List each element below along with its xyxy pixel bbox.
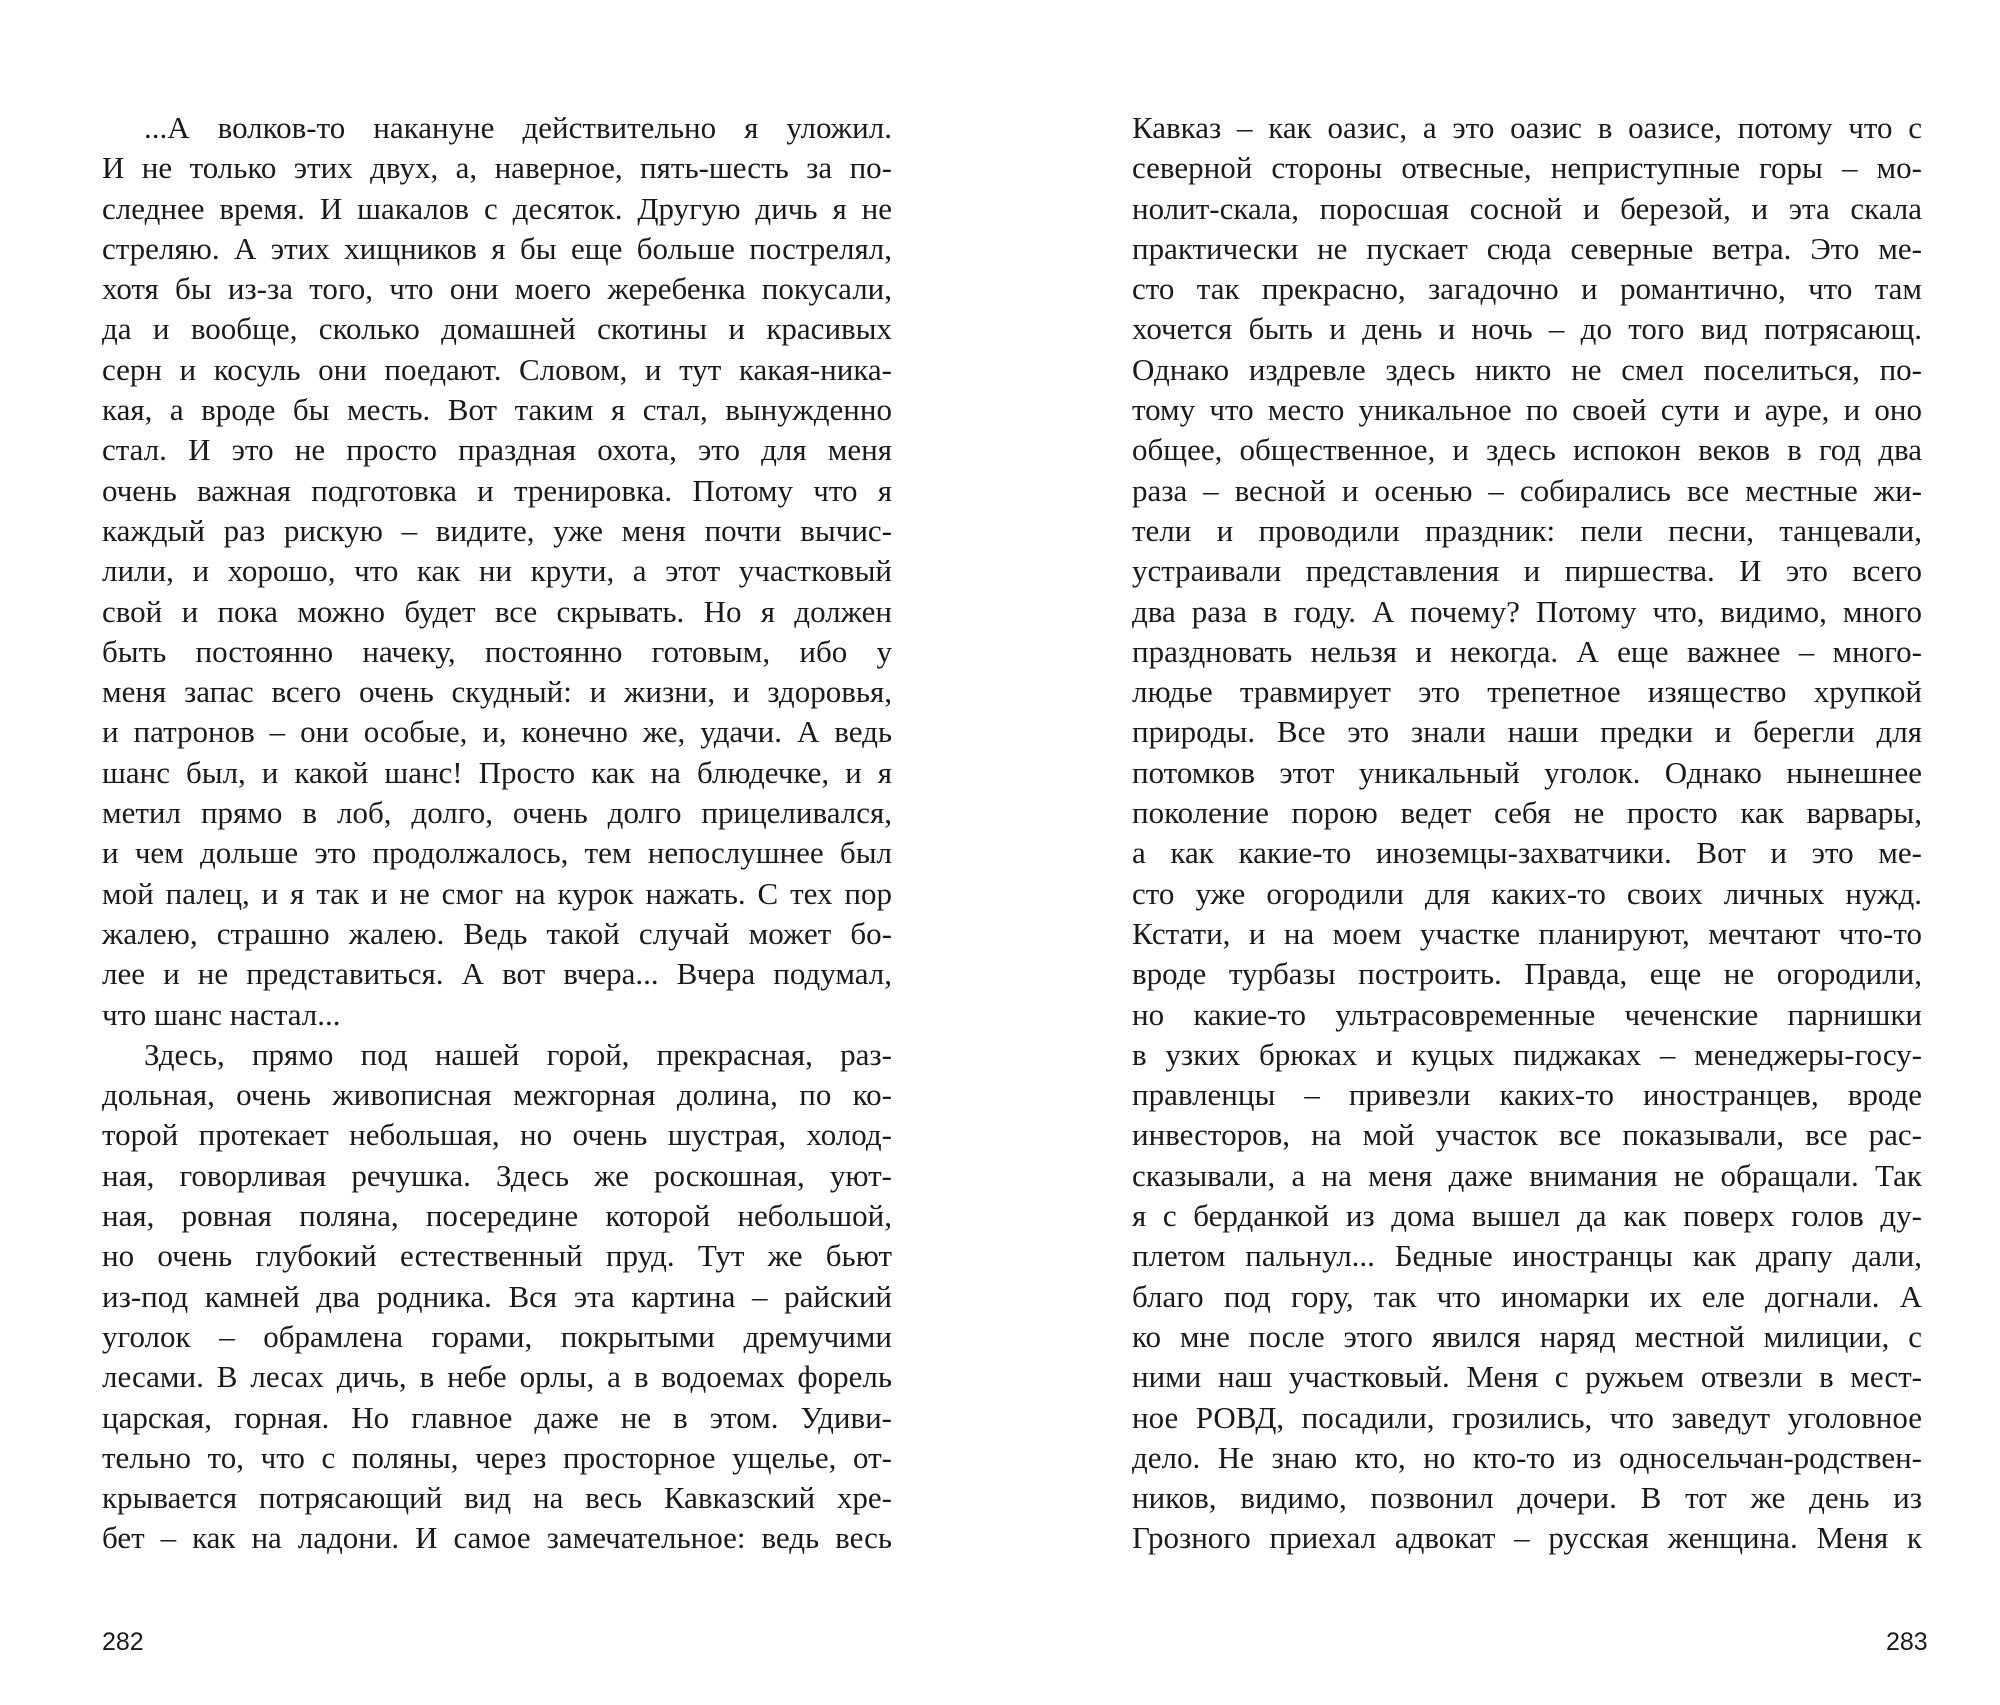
text-line: Грозного приехал адвокат – русская женщина. Меня к	[1132, 1520, 1922, 1556]
text-line: а как какие-то иноземцы-захватчики. Вот и это ме-	[1132, 835, 1922, 871]
text-line: практически не пускает сюда северные ветра. Это ме-	[1132, 230, 1922, 266]
text-line: И не только этих двух, а, наверное, пять-шесть за по-	[102, 150, 892, 186]
text-line: кая, а вроде бы месть. Вот таким я стал, вынужденно	[102, 392, 892, 428]
text-line: ная, говорливая речушка. Здесь же роскошная, уют-	[102, 1157, 892, 1193]
text-line: крывается потрясающий вид на весь Кавказский хре-	[102, 1480, 892, 1516]
text-line: стреляю. А этих хищников я бы еще больше пострелял,	[102, 230, 892, 266]
text-line: тели и проводили праздник: пели песни, танцевали,	[1132, 512, 1922, 548]
text-line: дело. Не знаю кто, но кто-то из односельчан-родствен-	[1132, 1439, 1922, 1475]
text-line: ...А волков-то накануне действительно я уложил.	[144, 110, 892, 145]
text-line: свой и пока можно будет все скрывать. Но я должен	[102, 593, 892, 629]
right-page	[1000, 0, 2000, 1705]
text-line: шанс был, и какой шанс! Просто как на блюдечке, и я	[102, 754, 892, 790]
text-line: следнее время. И шакалов с десяток. Другую дичь я не	[102, 190, 892, 226]
text-line: каждый раз рискую – видите, уже меня почти вычис-	[102, 512, 892, 548]
text-line: ников, видимо, позвонил дочери. В тот же день из	[1132, 1480, 1922, 1516]
text-line: жалею, страшно жалею. Ведь такой случай может бо-	[102, 915, 892, 951]
text-line: лили, и хорошо, что как ни крути, а этот участковый	[102, 553, 892, 589]
text-line: потомков этот уникальный уголок. Однако нынешнее	[1132, 754, 1922, 790]
text-line: сказывали, а на меня даже внимания не обращали. Так	[1132, 1157, 1922, 1193]
text-line: Здесь, прямо под нашей горой, прекрасная, раз-	[144, 1036, 892, 1072]
text-line: ная, ровная поляна, посередине которой небольшой,	[102, 1198, 892, 1234]
text-line: ними наш участковый. Меня с ружьем отвезли в мест-	[1132, 1359, 1922, 1395]
text-line: серн и косуль они поедают. Словом, и тут какая-ника-	[102, 351, 892, 387]
text-line: праздновать нельзя и некогда. А еще важнее – много-	[1132, 633, 1922, 669]
text-line: Кстати, и на моем участке планируют, мечтают что-то	[1132, 915, 1922, 951]
right-page-number: 283	[1886, 1628, 1928, 1656]
text-line: хочется быть и день и ночь – до того вид потрясающ.	[1132, 311, 1922, 347]
text-line: Однако издревле здесь никто не смел поселиться, по-	[1132, 351, 1922, 387]
text-line: бет – как на ладони. И самое замечательное: ведь весь	[102, 1520, 892, 1556]
text-line: торой протекает небольшая, но очень шустрая, холод-	[102, 1117, 892, 1153]
text-line: Кавказ – как оазис, а это оазис в оазисе, потому что с	[1132, 110, 1922, 145]
text-line: стал. И это не просто праздная охота, это для меня	[102, 432, 892, 468]
text-line: и патронов – они особые, и, конечно же, удачи. А ведь	[102, 714, 892, 750]
text-line: уголок – обрамлена горами, покрытыми дремучими	[102, 1318, 892, 1354]
left-page-number: 282	[102, 1628, 144, 1656]
text-line: хотя бы из-за того, что они моего жеребенка покусали,	[102, 271, 892, 307]
text-line: раза – весной и осенью – собирались все местные жи-	[1132, 472, 1922, 508]
text-line: людье травмирует это трепетное изящество хрупкой	[1132, 674, 1922, 710]
text-line: плетом пальнул... Бедные иностранцы как драпу дали,	[1132, 1238, 1922, 1274]
text-line: поколение порою ведет себя не просто как варвары,	[1132, 795, 1922, 831]
text-line: царская, горная. Но главное даже не в этом. Удиви-	[102, 1399, 892, 1435]
text-line: но какие-то ультрасовременные чеченские парнишки	[1132, 996, 1922, 1032]
text-line: я с берданкой из дома вышел да как поверх голов ду-	[1132, 1198, 1922, 1234]
text-line: из-под камней два родника. Вся эта картина – райский	[102, 1278, 892, 1314]
text-line: лее и не представиться. А вот вчера... Вчера подумал,	[102, 956, 892, 992]
text-line: лесами. В лесах дичь, в небе орлы, а в водоемах форель	[102, 1359, 892, 1395]
text-line: в узких брюках и куцых пиджаках – менеджеры-госу-	[1132, 1036, 1922, 1072]
text-line: северной стороны отвесные, неприступные горы – мо-	[1132, 150, 1922, 186]
text-line: правленцы – привезли каких-то иностранцев, вроде	[1132, 1077, 1922, 1113]
text-line: устраивали представления и пиршества. И это всего	[1132, 553, 1922, 589]
text-line: тому что место уникальное по своей сути и ауре, и оно	[1132, 392, 1922, 428]
text-line: но очень глубокий естественный пруд. Тут же бьют	[102, 1238, 892, 1274]
text-line: два раза в году. А почему? Потому что, видимо, много	[1132, 593, 1922, 629]
text-line: быть постоянно начеку, постоянно готовым, ибо у	[102, 633, 892, 669]
text-line: и чем дольше это продолжалось, тем непослушнее был	[102, 835, 892, 871]
text-line: благо под гору, так что иномарки их еле догнали. А	[1132, 1278, 1922, 1314]
text-line: сто уже огородили для каких-то своих личных нужд.	[1132, 875, 1922, 911]
right-page-text	[1132, 108, 1922, 1559]
text-line: общее, общественное, и здесь испокон веков в год два	[1132, 432, 1922, 468]
text-line: дольная, очень живописная межгорная долина, по ко-	[102, 1077, 892, 1113]
text-line: что шанс настал...	[102, 996, 341, 1032]
text-line: меня запас всего очень скудный: и жизни, и здоровья,	[102, 674, 892, 710]
text-line: ное РОВД, посадили, грозились, что заведут уголовное	[1132, 1399, 1922, 1435]
text-line: нолит-скала, поросшая сосной и березой, и эта скала	[1132, 190, 1922, 226]
text-line: инвесторов, на мой участок все показывали, все рас-	[1132, 1117, 1922, 1153]
text-line: да и вообще, сколько домашней скотины и красивых	[102, 311, 892, 347]
text-line: вроде турбазы построить. Правда, еще не огородили,	[1132, 956, 1922, 992]
text-line: мой палец, и я так и не смог на курок нажать. С тех пор	[102, 875, 892, 911]
text-line: сто так прекрасно, загадочно и романтично, что там	[1132, 271, 1922, 307]
text-line: очень важная подготовка и тренировка. Потому что я	[102, 472, 892, 508]
text-line: природы. Все это знали наши предки и берегли для	[1132, 714, 1922, 750]
left-page-text	[102, 108, 892, 1559]
text-line: метил прямо в лоб, долго, очень долго прицеливался,	[102, 795, 892, 831]
text-line: ко мне после этого явился наряд местной милиции, с	[1132, 1318, 1922, 1354]
text-line: тельно то, что с поляны, через просторное ущелье, от-	[102, 1439, 892, 1475]
